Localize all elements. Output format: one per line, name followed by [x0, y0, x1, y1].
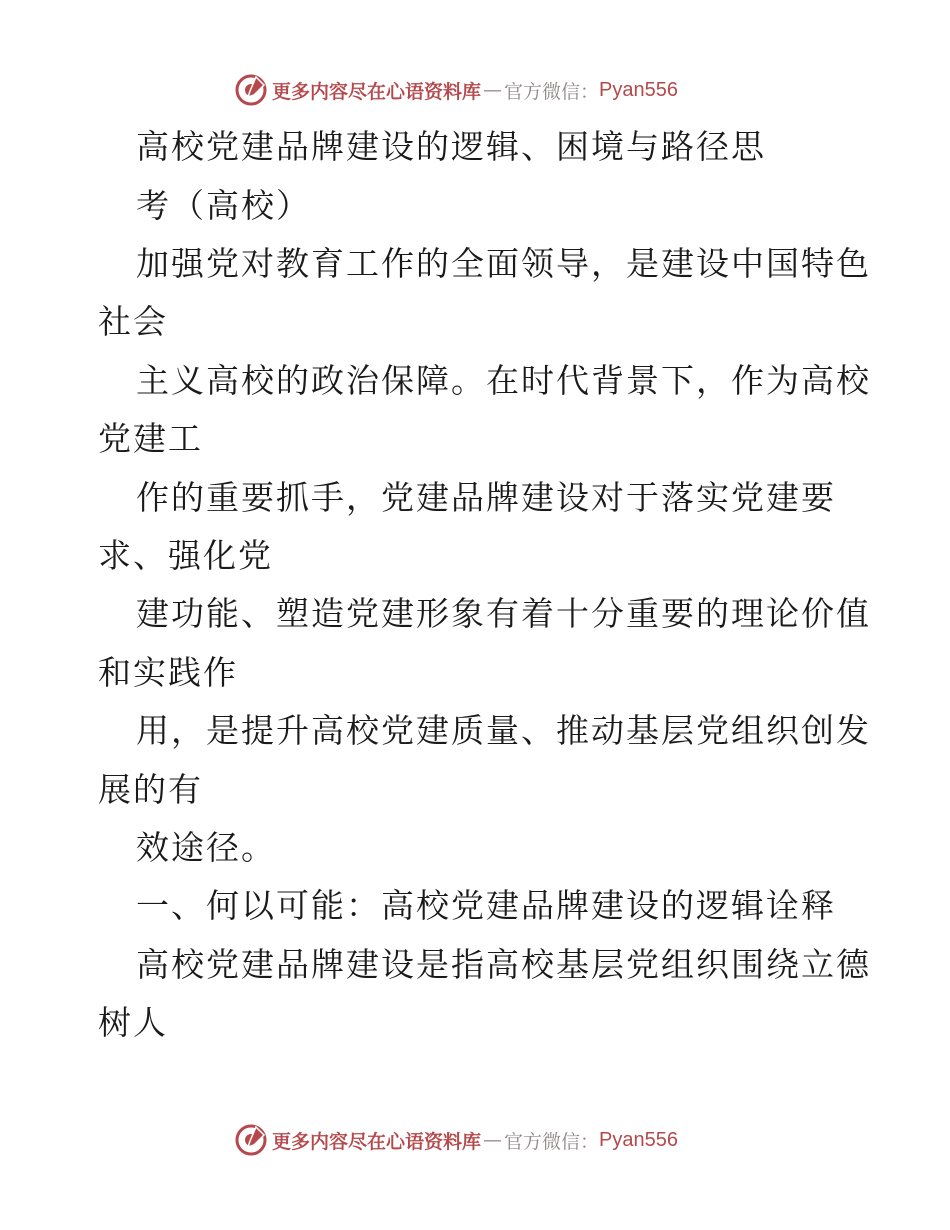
watermark-dash: — [483, 1129, 503, 1151]
document-title-line-1: 高校党建品牌建设的逻辑、困境与路径思 [136, 127, 766, 166]
paragraph-line: 主义高校的政治保障。在时代背景下，作为高校 [136, 361, 871, 400]
section-heading: 一、何以可能：高校党建品牌建设的逻辑诠释 [136, 886, 836, 925]
paragraph-line: 树人 [98, 1003, 168, 1042]
watermark-slogan: 更多内容尽在心语资料库 [272, 1130, 482, 1153]
paragraph-line: 展的有 [98, 770, 203, 809]
footer-watermark [234, 1122, 678, 1158]
watermark-wechat-label: 官方微信： [504, 1130, 600, 1153]
watermark-slogan: 更多内容尽在心语资料库 [272, 80, 482, 103]
paragraph-line: 建功能、塑造党建形象有着十分重要的理论价值 [136, 594, 871, 633]
watermark-wechat-id: Pyan556 [599, 78, 678, 101]
paragraph-line: 高校党建品牌建设是指高校基层党组织围绕立德 [136, 945, 871, 984]
header-watermark [234, 72, 678, 108]
document-title-line-2: 考（高校） [136, 186, 311, 225]
watermark-wechat-id: Pyan556 [599, 1128, 678, 1151]
paragraph-line: 作的重要抓手，党建品牌建设对于落实党建要 [136, 478, 836, 517]
watermark-wechat-label: 官方微信： [504, 80, 600, 103]
pen-seal-logo-icon [234, 1123, 268, 1157]
paragraph-line: 加强党对教育工作的全面领导，是建设中国特色 [136, 244, 871, 283]
paragraph-line: 党建工 [98, 419, 203, 458]
watermark-dash: — [483, 79, 503, 101]
paragraph-line: 社会 [98, 302, 168, 341]
paragraph-line: 和实践作 [98, 653, 238, 692]
paragraph-line: 求、强化党 [98, 536, 273, 575]
paragraph-line: 效途径。 [136, 828, 276, 867]
pen-seal-logo-icon [234, 73, 268, 107]
paragraph-line: 用，是提升高校党建质量、推动基层党组织创发 [136, 711, 871, 750]
